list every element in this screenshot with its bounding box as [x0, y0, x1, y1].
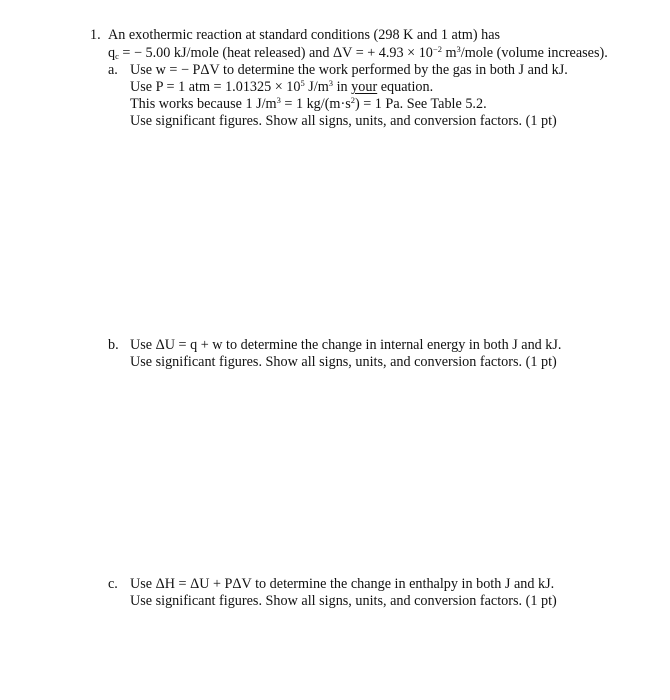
part-b-line-1: Use ΔU = q + w to determine the change in internal energy in both J and kJ. — [130, 337, 562, 353]
intro-line-2-part-2: m — [441, 45, 457, 61]
question-intro-line-2 — [108, 45, 608, 61]
part-c-label: c. — [108, 576, 118, 592]
part-c-line-2: Use significant figures. Show all signs, units, and conversion factors. (1 pt) — [130, 593, 557, 609]
part-a-line-3-exponent-1: 3 — [276, 95, 281, 105]
part-a-line-4: Use significant figures. Show all signs, units, and conversion factors. (1 pt) — [130, 113, 557, 129]
intro-line-2-part-3: /mole (volume increases). — [460, 45, 608, 61]
part-a-line-3-part-2: = 1 kg/(m·s — [280, 96, 351, 112]
part-a-line-3-part-3: ) = 1 Pa. See Table 5.2. — [354, 96, 487, 112]
q-symbol: q — [108, 45, 116, 61]
part-a-line-1: Use w = − PΔV to determine the work performed by the gas in both J and kJ. — [130, 62, 568, 78]
part-a-line-2-part-4: equation. — [377, 79, 434, 95]
intro-line-2-exponent: −2 — [432, 44, 442, 54]
part-a-underlined-word: your — [351, 79, 378, 95]
part-a-line-2-part-3: in — [333, 79, 352, 95]
part-c-line-1: Use ΔH = ΔU + PΔV to determine the change in enthalpy in both J and kJ. — [130, 576, 555, 592]
intro-line-2-part-1: = − 5.00 kJ/mole (heat released) and ΔV = + 4.93 × 10 — [118, 45, 433, 61]
q-subscript: c — [115, 51, 119, 61]
part-a-line-2-part-1: Use P = 1 atm = 1.01325 × 10 — [130, 79, 301, 95]
part-a-line-3-exponent-2: 2 — [350, 95, 355, 105]
part-b-line-2: Use significant figures. Show all signs, units, and conversion factors. (1 pt) — [130, 354, 557, 370]
part-a-line-3-part-1: This works because 1 J/m — [130, 96, 277, 112]
part-a-line-2-exponent-1: 5 — [300, 78, 305, 88]
part-a-label: a. — [108, 62, 118, 78]
part-a-line-2-exponent-2: 3 — [328, 78, 334, 88]
part-b-label: b. — [108, 337, 119, 353]
part-a-line-2-part-2: J/m — [304, 79, 329, 95]
part-a-line-3 — [130, 96, 487, 112]
part-a-line-2 — [130, 79, 433, 95]
question-intro-line-1: An exothermic reaction at standard conditions (298 K and 1 atm) has — [108, 27, 501, 43]
question-number: 1. — [90, 27, 101, 43]
intro-line-2-exponent-2: 3 — [456, 44, 461, 54]
